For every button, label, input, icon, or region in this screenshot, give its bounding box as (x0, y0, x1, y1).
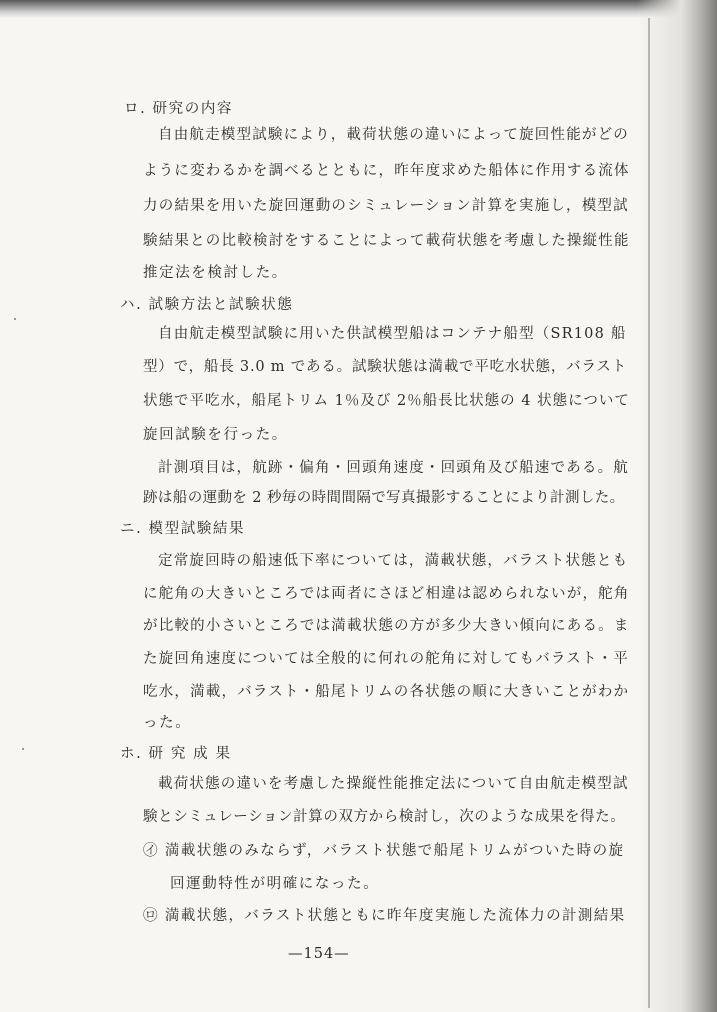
scan-speck (22, 748, 24, 750)
section-ni-line-6: った。 (143, 715, 192, 731)
section-ni-line-2: に舵角の大きいところでは両者にさほど相違は認められないが，舵角 (143, 586, 630, 602)
section-ha-line-5: 計測項目は，航跡・偏角・回頭角速度・回頭角及び船速である。航 (158, 460, 629, 476)
section-ha-line-1: 自由航走模型試験に用いた供試模型船はコンテナ船型（SR108 船 (158, 326, 627, 342)
section-ha-line-4: 旋回試験を行った。 (143, 427, 288, 443)
section-ni-heading: ニ. 模型試験結果 (120, 521, 246, 537)
page-number: —154— (288, 946, 350, 962)
scan-speck (14, 318, 16, 320)
section-ni-line-5: 吃水，満載，バラスト・船尾トリムの各状態の順に大きいことがわか (143, 684, 630, 700)
scan-top-shadow (0, 0, 717, 18)
section-ni-line-3: が比較的小さいところでは満載状態の方が多少大きい傾向にある。ま (143, 618, 630, 634)
section-ha-line-3: 状態で平吃水，船尾トリム 1％及び 2％船長比状態の 4 状態について (143, 393, 630, 409)
section-ha-heading: ハ. 試験方法と試験状態 (120, 297, 294, 313)
section-ha-line-6: 跡は船の運動を 2 秒毎の時間間隔で写真撮影することにより計測した。 (143, 490, 625, 506)
section-ho-item-1-line-1: ㋑ 満載状態のみならず，バラスト状態で船尾トリムがついた時の旋 (143, 843, 625, 859)
section-ha-line-2: 型）で，船長 3.0 m である。試験状態は満載で平吃水状態，バラスト (143, 359, 627, 375)
section-ni-line-1: 定常旋回時の船速低下率については，満載状態，バラスト状態とも (158, 553, 629, 569)
section-ro-line-2: ように変わるかを調べるとともに，昨年度求めた船体に作用する流体 (143, 163, 630, 179)
section-ro-line-3: 力の結果を用いた旋回運動のシミュレーション計算を実施し，模型試 (143, 198, 629, 214)
section-ho-item-2-line-1: ㋺ 満載状態，バラスト状態ともに昨年度実施した流体力の計測結果 (143, 908, 626, 924)
section-ro-line-4: 験結果との比較検討をすることによって載荷状態を考慮した操縦性能 (143, 233, 630, 249)
page-fold-line (648, 18, 650, 1008)
section-ho-line-2: 験とシミュレーション計算の双方から検討し，次のような成果を得た。 (143, 809, 626, 825)
section-ro-line-5: 推定法を検討した。 (143, 265, 288, 281)
section-ro-line-1: 自由航走模型試験により，載荷状態の違いによって旋回性能がどの (158, 127, 629, 143)
section-ro-heading: ロ. 研究の内容 (124, 101, 234, 117)
section-ho-heading: ホ. 研 究 成 果 (120, 746, 232, 762)
section-ni-line-4: た旋回角速度については全般的に何れの舵角に対してもバラスト・平 (143, 651, 629, 667)
section-ho-line-1: 載荷状態の違いを考慮した操縦性能推定法について自由航走模型試 (158, 776, 629, 792)
section-ho-item-1-line-2: 回運動特性が明確になった。 (170, 876, 380, 892)
